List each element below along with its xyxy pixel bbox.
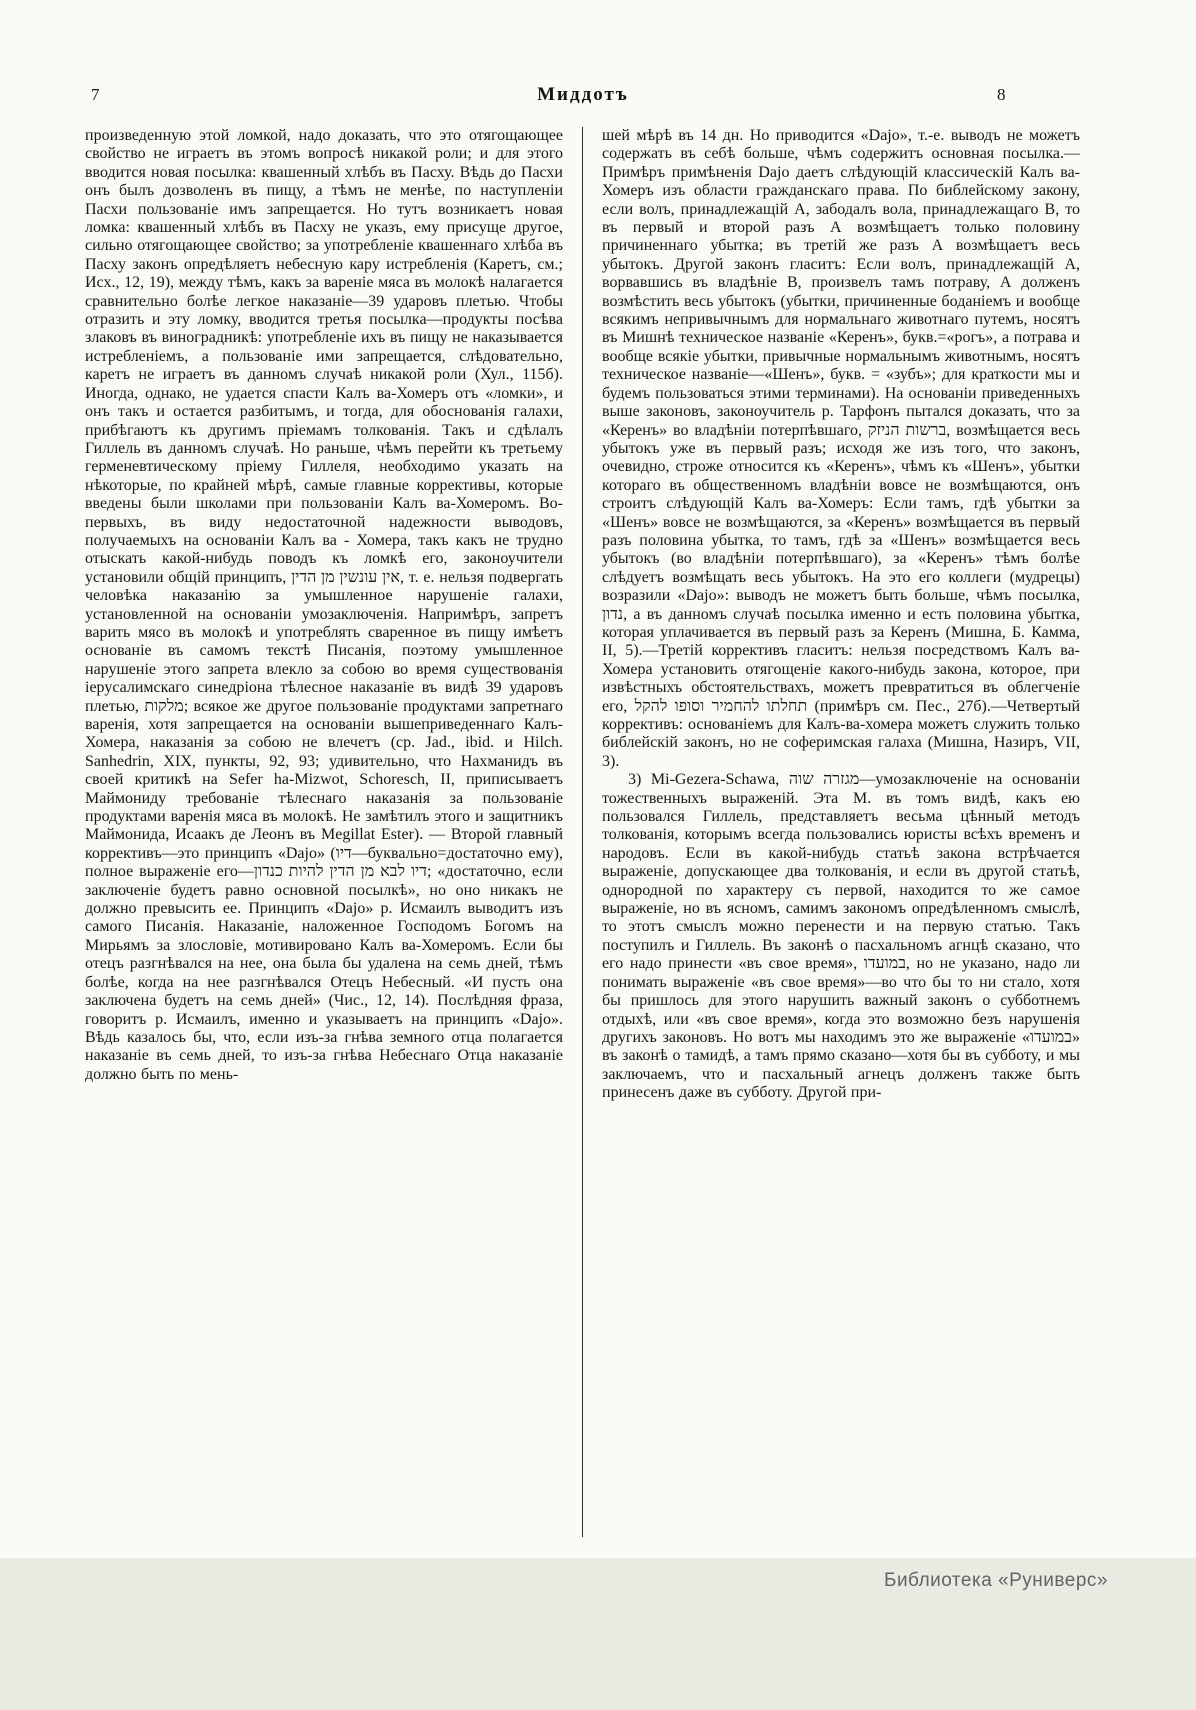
body-paragraph: шей мѣрѣ въ 14 дн. Но приводится «Dajo», т.-е. выводъ не можетъ содержать въ себѣ больше, чѣмъ содержитъ основная посылка.—Примѣръ примѣненія Dajo даетъ слѣдующій классическій Калъ ва-Хомеръ изъ области гражданскаго права. По библейскому закону, если волъ, принадлежащій А, забодалъ вола, принадлежащаго В, то въ первый и второй разъ А возмѣщаетъ только половину причиненнаго убытка; въ третій же разъ А возмѣщаетъ весь убытокъ. Другой законъ гласитъ: Если волъ, принадлежащій А, ворвавшись въ владѣніе В, произвелъ тамъ потраву, А долженъ возмѣстить весь убытокъ (убытки, причиненные боданіемъ и вообще всякимъ непривычнымъ для нормальнаго животнаго путемъ, носятъ въ Мишнѣ техническое названіе «Керенъ», букв.=«рогъ», а потрава и вообще всякіе убытки, привычные нормальнымъ животнымъ, носятъ техническое названіе—«Шенъ», букв. = «зубъ»; для краткости мы и будемъ пользоваться этими терминами). На основаніи приведенныхъ выше законовъ, законоучитель р. Тарфонъ пытался доказать, что за «Керенъ» во владѣніи потерпѣвшаго, ברשות הניזק, возмѣщается весь убытокъ уже въ первый разъ; исходя же изъ того, что законъ, очевидно, строже относится къ «Керенъ», чѣмъ къ «Шенъ», убытки котораго въ общественномъ владѣніи вовсе не возмѣщаются, онъ строитъ слѣдующій Калъ ва-Хомеръ: Если тамъ, гдѣ убытки за «Шенъ» вовсе не возмѣщаются, за «Керенъ» возмѣщается въ первый разъ половина убытка, то тамъ, гдѣ за «Шенъ» возмѣщается весь убытокъ (во владѣніи потерпѣвшаго), за «Керенъ» тѣмъ болѣе слѣдуетъ возмѣщать весь убытокъ. На это его коллеги (мудрецы) возразили «Dajo»: выводъ не можетъ быть больше, чѣмъ посылка, נדון, а въ данномъ случаѣ посылка именно и есть половина убытка, которая уплачивается въ первый разъ за Керенъ (Мишна, Б. Камма, II, 5).—Третій коррективъ гласитъ: нельзя посредствомъ Калъ ва-Хомера установить отягощеніе какого-нибудь закона, которое, при извѣстныхъ обстоятельствахъ, можетъ превратиться въ облегченіе его, תחלתו להחמיר וסופו להקל (примѣръ см. Пес., 27б).—Четвертый коррективъ: основаніемъ для Калъ-ва-хомера можетъ служить только библейскій законъ, но не соферимская галаха (Мишна, Назиръ, VII, 3). <box>602 127 1080 770</box>
right-column <box>602 127 1080 1539</box>
body-paragraph: 3) Mi-Gezera-Schawa, מגזרה שוה—умозаключеніе на основаніи тожественныхъ выраженій. Эта М. въ томъ видѣ, какъ ею пользовался Гиллель, представляетъ весьма цѣнный методъ толкованія, которымъ всегда пользовались юристы всѣхъ временъ и народовъ. Если въ какой-нибудь статьѣ закона встрѣчается выраженіе, допускающее два толкованія, и если въ другой статьѣ, однородной по характеру съ первой, находится то же самое выраженіе, но въ ясномъ, самимъ закономъ опредѣленномъ смыслѣ, то этотъ смыслъ можно перенести и на первую статью. Такъ поступилъ и Гиллель. Въ законѣ о пасхальномъ агнцѣ сказано, что его надо принести «въ свое время», במועדו, но не указано, надо ли понимать выраженіе «въ свое время»—во что бы то ни стало, хотя бы пришлось для этого нарушить важный законъ о субботнемъ отдыхѣ, или «въ свое время», когда это возможно безъ нарушенія другихъ законовъ. Но вотъ мы находимъ это же выраженіе «במועדו» въ законѣ о тамидѣ, а тамъ прямо сказано—хотя бы въ субботу, и мы заключаемъ, что и пасхальный агнецъ долженъ также быть принесенъ даже въ субботу. Другой при- <box>602 771 1080 1102</box>
column-divider-rule <box>582 127 583 1537</box>
page-title: Миддотъ <box>537 84 629 105</box>
two-column-text-block <box>85 127 1081 1539</box>
page-header <box>85 84 1081 110</box>
library-watermark: Библиотека «Руниверс» <box>883 1570 1108 1591</box>
left-column <box>85 127 563 1539</box>
page-number-left: 7 <box>91 85 100 104</box>
page-number-right: 8 <box>997 85 1006 104</box>
footer-band <box>0 1558 1196 1710</box>
body-paragraph: произведенную этой ломкой, надо доказать, что это отягощающее свойство не играетъ въ этомъ вопросѣ никакой роли; и для этого вводится новая посылка: квашенный хлѣбъ въ Пасху. Вѣдь до Пасхи онъ былъ дозволенъ въ пищу, а тѣмъ не менѣе, по наступленіи Пасхи пользованіе имъ запрещается. Но тутъ возникаетъ новая ломка: квашенный хлѣбъ въ Пасху не указъ, ему присуще другое, сильно отягощающее свойство; за употребленіе квашеннаго хлѣба въ Пасху законъ опредѣляетъ небесную кару истребленія (Каретъ, см.; Исх., 12, 19), между тѣмъ, какъ за вареніе мяса въ молокѣ налагается сравнительно болѣе легкое наказаніе—39 ударовъ плетью. Чтобы отразить и эту ломку, вводится третья посылка—продукты посѣва злаковъ въ виноградникѣ: употребленіе ихъ въ пищу не наказывается истребленіемъ, а пользованіе ими запрещается, слѣдовательно, каретъ не играетъ въ данномъ случаѣ никакой роли (Хул., 115б). Иногда, однако, не удается спасти Калъ ва-Хомеръ отъ «ломки», и онъ такъ и остается разбитымъ, и тогда, для обоснованія галахи, прибѣгаютъ къ другимъ пріемамъ толкованія. Такъ и сдѣлалъ Гиллель въ данномъ случаѣ. Но раньше, чѣмъ перейти къ третьему герменевтическому пріему Гиллеля, необходимо указать на нѣкоторые, по крайней мѣрѣ, самые главные коррективы, которые введены были школами при пользованіи Калъ ва-Хомеромъ. Во-первыхъ, въ виду недостаточной надежности выводовъ, получаемыхъ на основаніи Калъ ва - Хомера, такъ какъ не трудно отыскать какой-нибудь поводъ къ ломкѣ его, законоучители установили общій принципъ, אין עונשין מן הדין, т. е. нельзя подвергать человѣка наказанію за умышленное нарушеніе галахи, установленной на основаніи умозаключенія. Напримѣръ, запретъ варить мясо въ молокѣ и употреблять сваренное въ пищу имѣетъ основаніе въ самомъ текстѣ Писанія, поэтому умышленное нарушеніе этого запрета влекло за собою во время существованія іерусалимскаго синедріона тѣлесное наказаніе въ видѣ 39 ударовъ плетью, מלקות; всякое же другое пользованіе продуктами запретнаго варенія, хотя запрещается на основаніи вышеприведеннаго Калъ-Хомера, наказанія за собою не влечетъ (ср. Jad., ibid. и Hilch. Sanhedrin, XIX, пункты, 92, 93; удивительно, что Нахманидъ въ своей критикѣ на Sefer ha-Mizwot, Schoresch, II, приписываетъ Маймониду требованіе тѣлеснаго наказанія за пользованіе продуктами варенія мяса въ молокѣ. Не замѣтилъ этого и защитникъ Маймонида, Исаакъ де Леонъ въ Megillat Ester). — Второй главный коррективъ—это принципъ «Dajo» (דיו—буквально=достаточно ему), полное выраженіе его—דיו לבא מן הדין להיות כנדון; «достаточно, если заключеніе будетъ равно основной посылкѣ», но оно никакъ не должно превысить ее. Принципъ «Dajo» р. Исмаилъ выводитъ изъ самого Писанія. Наказаніе, наложенное Господомъ Богомъ на Мирьямъ за злословіе, мотивировано Калъ ва-Хомеромъ. Если бы отецъ разгнѣвался на нее, она была бы удалена на семь дней, тѣмъ болѣе, когда на нее разгнѣвался Отецъ Небесный. «И пусть она заключена будетъ на семь дней» (Чис., 12, 14). Послѣдняя фраза, говоритъ р. Исмаилъ, именно и указываетъ на принципъ «Dajo». Вѣдь казалось бы, что, если изъ-за гнѣва земного отца полагается наказаніе въ семь дней, то изъ-за гнѣва Небеснаго Отца наказаніе должно быть по мень- <box>85 127 563 1083</box>
